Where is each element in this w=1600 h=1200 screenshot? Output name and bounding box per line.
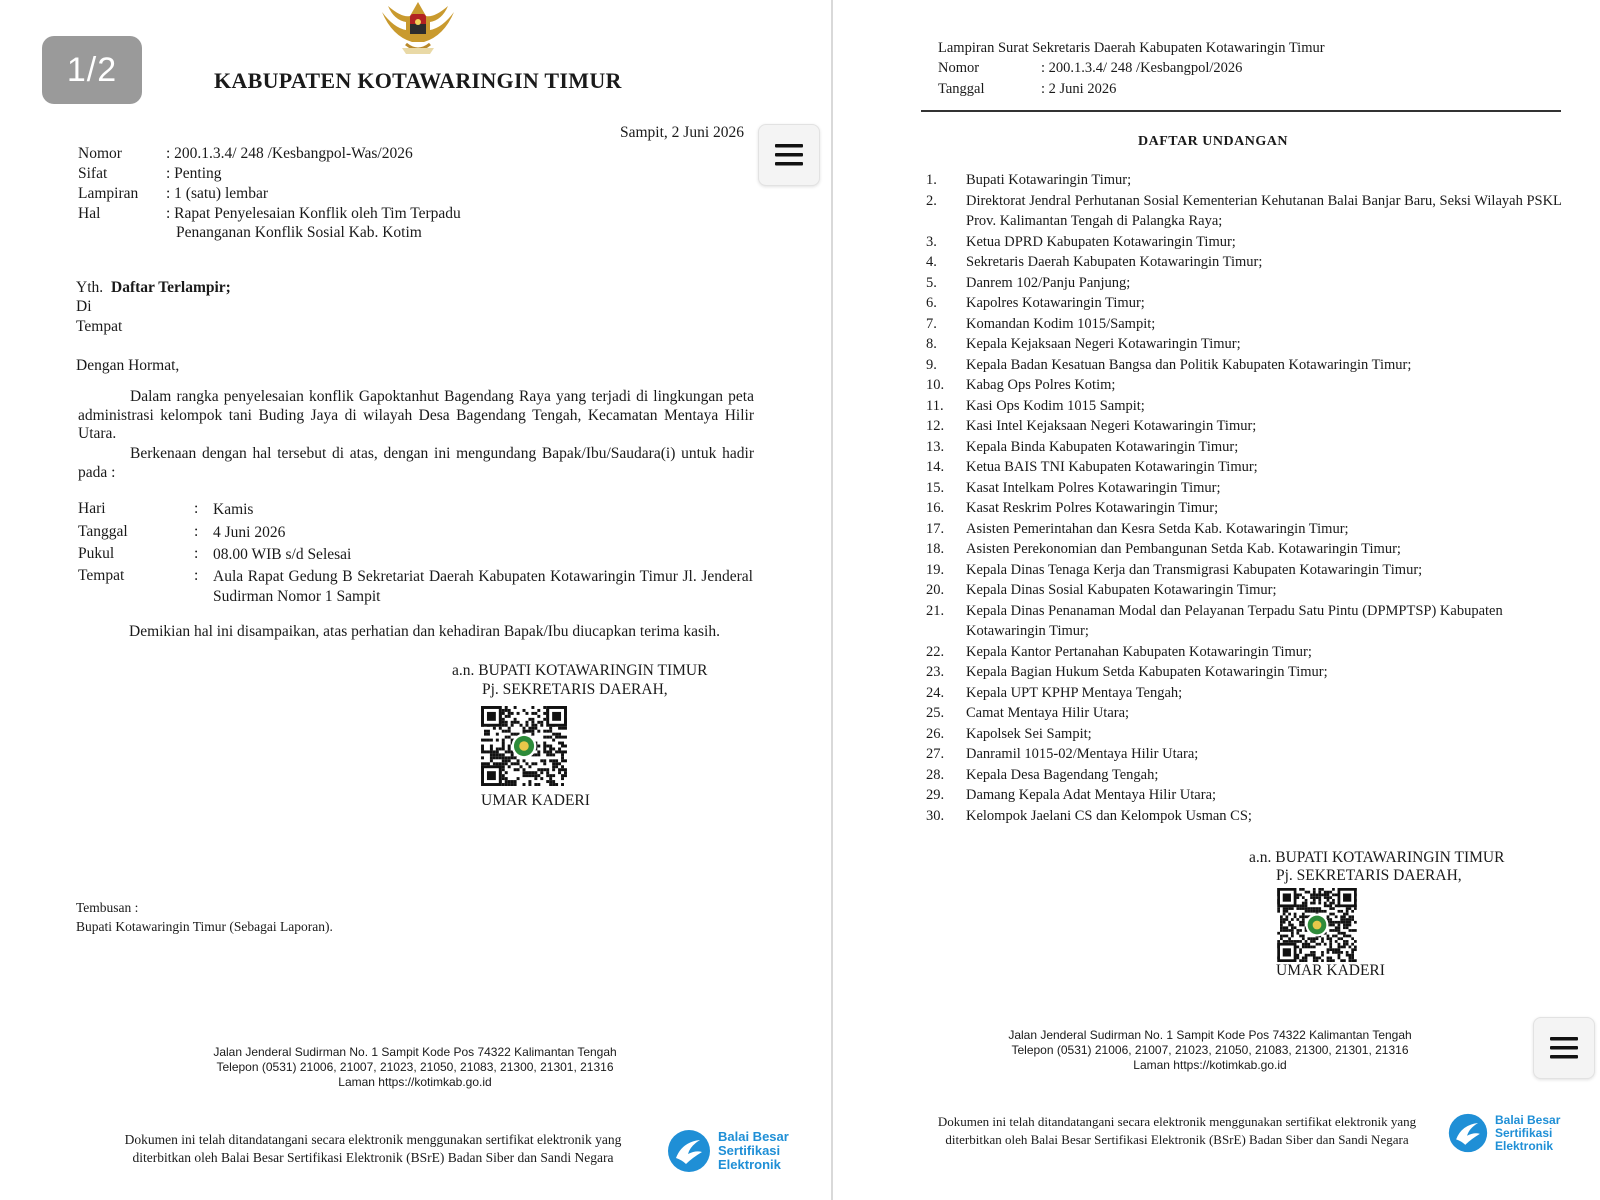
list-item-number: 28.	[926, 766, 945, 783]
header-rule	[921, 110, 1561, 112]
esign-note	[912, 1113, 1442, 1149]
attachment-nomor: : 200.1.3.4/ 248 /Kesbangpol/2026	[1041, 60, 1243, 76]
meta-label: Nomor	[78, 145, 122, 162]
list-item-text: Kepala Dinas Penanaman Modal dan Pelayanan Terpadu Satu Pintu (DPMPTSP) Kabupaten Kotawaringin Timur;	[966, 602, 1503, 639]
invitation-list-item	[926, 355, 1562, 376]
footer-address-line: Laman https://kotimkab.go.id	[1133, 1058, 1287, 1072]
bsre-logo-line: Sertifikasi	[718, 1143, 781, 1158]
invitation-list-item	[926, 170, 1562, 191]
esign-note-line: diterbitkan oleh Balai Besar Sertifikasi Elektronik (BSrE) Badan Siber dan Sandi Negara	[945, 1132, 1409, 1147]
list-item-text: Kepala UPT KPHP Mentaya Tengah;	[966, 684, 1183, 701]
list-item-text: Komandan Kodim 1015/Sampit;	[966, 315, 1156, 332]
list-item-number: 29.	[926, 787, 945, 803]
list-item-number: 16.	[926, 500, 945, 516]
hamburger-menu-icon	[1549, 1033, 1579, 1063]
list-item-number: 1.	[926, 172, 937, 188]
list-item-text: Sekretaris Daerah Kabupaten Kotawaringin Timur;	[966, 254, 1263, 270]
invitation-list-item	[926, 252, 1562, 273]
schedule-label: Pukul	[78, 545, 115, 562]
list-item-text: Asisten Perekonomian dan Pembangunan Setda Kab. Kotawaringin Timur;	[966, 541, 1401, 557]
list-item-text: Danrem 102/Panju Panjung;	[966, 274, 1131, 291]
paragraph-1: Dalam rangka penyelesaian konflik Gapoktanhut Bagendang Raya yang terjadi di lingkungan peta administrasi kelompok tani Buding Jaya di wilayah Desa Bagendang Tengah, Kecamatan Mentaya Hilir Utara.	[78, 388, 754, 442]
meta-label: Lampiran	[78, 185, 139, 202]
bsre-logo-text	[718, 1130, 789, 1172]
paragraph-2: Berkenaan dengan hal tersebut di atas, dengan ini mengundang Bapak/Ibu/Saudara(i) untuk hadir pada :	[78, 445, 754, 481]
recipient-di: Di	[76, 298, 92, 315]
schedule-value: Kamis	[213, 501, 254, 518]
tembusan-item: Bupati Kotawaringin Timur (Sebagai Laporan).	[76, 919, 333, 934]
list-item-text: Damang Kepala Adat Mentaya Hilir Utara;	[966, 787, 1217, 803]
list-item-number: 10.	[926, 377, 945, 393]
invitation-list-item	[926, 662, 1562, 683]
attachment-tanggal-label: Tanggal	[938, 81, 985, 97]
tembusan-label: Tembusan :	[76, 900, 139, 915]
invitation-list-item	[926, 273, 1562, 294]
signature-line-2: Pj. SEKRETARIS DAERAH,	[482, 681, 668, 698]
bsre-logo-line: Elektronik	[718, 1157, 781, 1172]
meta-value: : Rapat Penyelesaian Konflik oleh Tim Terpadu	[166, 205, 461, 222]
invitation-list-item	[926, 478, 1562, 499]
recipient-line	[76, 279, 231, 298]
list-item-text: Ketua BAIS TNI Kabupaten Kotawaringin Timur;	[966, 459, 1258, 475]
attachment-tanggal: : 2 Juni 2026	[1041, 81, 1117, 97]
page-indicator: 1/2	[42, 36, 142, 104]
meta-value: : Penting	[166, 165, 222, 182]
list-item-number: 25.	[926, 705, 945, 721]
attachment-signature-line-2: Pj. SEKRETARIS DAERAH,	[1276, 867, 1462, 884]
menu-button[interactable]	[758, 124, 820, 186]
invitation-list-item	[926, 703, 1562, 724]
list-item-text: Kepala Badan Kesatuan Bangsa dan Politik Kabupaten Kotawaringin Timur;	[966, 356, 1412, 373]
greeting: Dengan Hormat,	[76, 357, 180, 374]
invitation-list-item	[926, 437, 1562, 458]
list-item-number: 15.	[926, 479, 945, 496]
list-item-number: 3.	[926, 233, 937, 250]
list-item-number: 21.	[926, 602, 945, 619]
invitation-list-item	[926, 642, 1562, 663]
schedule-value: 08.00 WIB s/d Selesai	[213, 546, 352, 563]
list-item-number: 18.	[926, 541, 945, 557]
invitation-list-item	[926, 806, 1562, 827]
bsre-logo	[666, 1128, 789, 1174]
invitation-list-item	[926, 560, 1562, 581]
schedule-label: Tanggal	[78, 523, 128, 540]
bsre-logo-line: Balai Besar	[718, 1129, 789, 1144]
list-item-text: Kepala Binda Kabupaten Kotawaringin Timur;	[966, 438, 1239, 455]
list-item-number: 6.	[926, 295, 937, 311]
bsre-logo-line: Sertifikasi	[1495, 1125, 1553, 1140]
bsre-logo-icon	[1447, 1112, 1489, 1154]
place-date: Sampit, 2 Juni 2026	[620, 124, 745, 141]
list-item-number: 2.	[926, 192, 937, 209]
meta-value: : 1 (satu) lembar	[166, 185, 269, 202]
esign-note-line: diterbitkan oleh Balai Besar Sertifikasi Elektronik (BSrE) Badan Siber dan Sandi Negara	[132, 1150, 614, 1165]
list-item-number: 22.	[926, 643, 945, 660]
hamburger-menu-icon	[774, 140, 804, 170]
list-item-text: Kasi Intel Kejaksaan Negeri Kotawaringin Timur;	[966, 418, 1257, 434]
footer-address-line: Telepon (0531) 21006, 21007, 21023, 21050, 21083, 21300, 21301, 21316	[216, 1060, 614, 1074]
invitation-list-item	[926, 580, 1562, 601]
list-item-number: 30.	[926, 807, 945, 824]
signer-name: UMAR KADERI	[481, 792, 590, 809]
schedule-value: Aula Rapat Gedung B Sekretariat Daerah Kabupaten Kotawaringin Timur Jl. Jenderal Sudirman Nomor 1 Sampit	[213, 568, 753, 605]
list-item-text: Ketua DPRD Kabupaten Kotawaringin Timur;	[966, 233, 1236, 250]
attachment-signer-name: UMAR KADERI	[1276, 962, 1385, 979]
meta-value: : 200.1.3.4/ 248 /Kesbangpol-Was/2026	[166, 145, 413, 162]
invitation-list-item	[926, 232, 1562, 253]
bsre-logo	[1447, 1112, 1560, 1154]
list-item-text: Kasat Reskrim Polres Kotawaringin Timur;	[966, 500, 1219, 516]
invitation-list-item	[926, 457, 1562, 478]
list-item-number: 19.	[926, 561, 945, 578]
list-item-text: Kasi Ops Kodim 1015 Sampit;	[966, 397, 1145, 414]
attachment-header: Lampiran Surat Sekretaris Daerah Kabupaten Kotawaringin Timur	[938, 40, 1325, 56]
bsre-logo-text	[1495, 1114, 1560, 1153]
invitation-list-item	[926, 765, 1562, 786]
list-item-text: Danramil 1015-02/Mentaya Hilir Utara;	[966, 746, 1199, 762]
garuda-emblem-icon	[372, 0, 464, 58]
invitation-list-item	[926, 314, 1562, 335]
list-item-number: 23.	[926, 664, 945, 680]
footer-address	[130, 1045, 700, 1090]
list-item-text: Kasat Intelkam Polres Kotawaringin Timur;	[966, 479, 1221, 496]
invitation-list	[926, 170, 1562, 826]
menu-button[interactable]	[1533, 1017, 1595, 1079]
qr-code-signature-icon	[1277, 888, 1357, 962]
bsre-logo-line: Balai Besar	[1495, 1112, 1561, 1127]
list-item-number: 8.	[926, 336, 937, 352]
list-item-text: Asisten Pemerintahan dan Kesra Setda Kab. Kotawaringin Timur;	[966, 520, 1349, 537]
invitation-list-item	[926, 396, 1562, 417]
closing-text: Demikian hal ini disampaikan, atas perhatian dan kehadiran Bapak/Ibu diucapkan terima kasih.	[129, 623, 720, 640]
list-item-number: 20.	[926, 582, 945, 598]
invitation-list-item	[926, 519, 1562, 540]
list-item-text: Kelompok Jaelani CS dan Kelompok Usman CS;	[966, 807, 1252, 824]
list-item-text: Kabag Ops Polres Kotim;	[966, 377, 1116, 393]
invitation-list-item	[926, 498, 1562, 519]
list-item-text: Kepala Kejaksaan Negeri Kotawaringin Timur;	[966, 336, 1241, 352]
recipient-prefix: Yth.	[76, 279, 104, 296]
invitation-list-title: DAFTAR UNDANGAN	[1138, 134, 1288, 149]
list-item-text: Kepala Dinas Sosial Kabupaten Kotawaringin Timur;	[966, 582, 1277, 598]
recipient-place: Tempat	[76, 318, 123, 335]
list-item-number: 26.	[926, 725, 945, 742]
attachment-nomor-label: Nomor	[938, 60, 980, 76]
invitation-list-item	[926, 744, 1562, 765]
meta-value: Penanganan Konflik Sosial Kab. Kotim	[176, 224, 422, 241]
list-item-text: Direktorat Jendral Perhutanan Sosial Kementerian Kehutanan Balai Banjar Baru, Seksi Wilayah PSKL Prov. Kalimantan Tengah di Palangka Raya;	[966, 192, 1562, 229]
invitation-list-item	[926, 539, 1562, 560]
invitation-list-item	[926, 293, 1562, 314]
list-item-number: 17.	[926, 520, 945, 537]
list-item-text: Camat Mentaya Hilir Utara;	[966, 705, 1130, 721]
list-item-number: 13.	[926, 438, 945, 455]
schedule-label: Hari	[78, 500, 106, 517]
invitation-list-item	[926, 683, 1562, 704]
list-item-text: Kepala Dinas Tenaga Kerja dan Transmigrasi Kabupaten Kotawaringin Timur;	[966, 561, 1423, 578]
schedule-value: 4 Juni 2026	[213, 524, 286, 541]
footer-address-line: Telepon (0531) 21006, 21007, 21023, 21050, 21083, 21300, 21301, 21316	[1011, 1043, 1409, 1057]
invitation-list-item	[926, 334, 1562, 355]
schedule-colon: :	[194, 567, 199, 584]
invitation-list-item	[926, 416, 1562, 437]
schedule-colon: :	[194, 545, 199, 562]
list-item-number: 24.	[926, 684, 945, 701]
signature-line-1: a.n. BUPATI KOTAWARINGIN TIMUR	[452, 662, 708, 679]
invitation-list-item	[926, 601, 1562, 642]
schedule-label: Tempat	[78, 567, 125, 584]
qr-code-signature-icon	[481, 706, 567, 786]
list-item-number: 27.	[926, 746, 945, 762]
esign-note-line: Dokumen ini telah ditandatangani secara elektronik menggunakan sertifikat elektronik yang	[937, 1114, 1417, 1129]
meta-label: Sifat	[78, 165, 108, 182]
list-item-text: Bupati Kotawaringin Timur;	[966, 172, 1132, 188]
schedule-colon: :	[194, 500, 199, 517]
esign-note-line: Dokumen ini telah ditandatangani secara elektronik menggunakan sertifikat elektronik yang	[124, 1132, 622, 1147]
list-item-number: 12.	[926, 418, 945, 434]
list-item-text: Kepala Bagian Hukum Setda Kabupaten Kotawaringin Timur;	[966, 664, 1328, 680]
esign-note	[84, 1131, 662, 1167]
invitation-list-item	[926, 785, 1562, 806]
list-item-number: 4.	[926, 254, 937, 270]
list-item-number: 5.	[926, 274, 937, 291]
list-item-text: Kapolsek Sei Sampit;	[966, 725, 1092, 742]
schedule-colon: :	[194, 523, 199, 540]
invitation-list-item	[926, 724, 1562, 745]
list-item-text: Kepala Desa Bagendang Tengah;	[966, 766, 1159, 783]
footer-address	[920, 1028, 1500, 1073]
invitation-list-item	[926, 375, 1562, 396]
bsre-logo-icon	[666, 1128, 712, 1174]
recipient: Daftar Terlampir;	[111, 279, 231, 296]
meta-label: Hal	[78, 205, 101, 222]
footer-address-line: Laman https://kotimkab.go.id	[338, 1075, 492, 1089]
list-item-text: Kapolres Kotawaringin Timur;	[966, 295, 1145, 311]
bsre-logo-line: Elektronik	[1495, 1138, 1554, 1153]
regency-title: KABUPATEN KOTAWARINGIN TIMUR	[214, 68, 622, 93]
list-item-text: Kepala Kantor Pertanahan Kabupaten Kotawaringin Timur;	[966, 643, 1312, 660]
attachment-signature-line-1: a.n. BUPATI KOTAWARINGIN TIMUR	[1249, 849, 1505, 866]
footer-address-line: Jalan Jenderal Sudirman No. 1 Sampit Kode Pos 74322 Kalimantan Tengah	[1008, 1028, 1412, 1042]
invitation-list-item	[926, 191, 1562, 232]
list-item-number: 11.	[926, 397, 944, 414]
list-item-number: 14.	[926, 459, 945, 475]
footer-address-line: Jalan Jenderal Sudirman No. 1 Sampit Kode Pos 74322 Kalimantan Tengah	[213, 1045, 617, 1059]
list-item-number: 7.	[926, 315, 937, 332]
list-item-number: 9.	[926, 356, 937, 373]
